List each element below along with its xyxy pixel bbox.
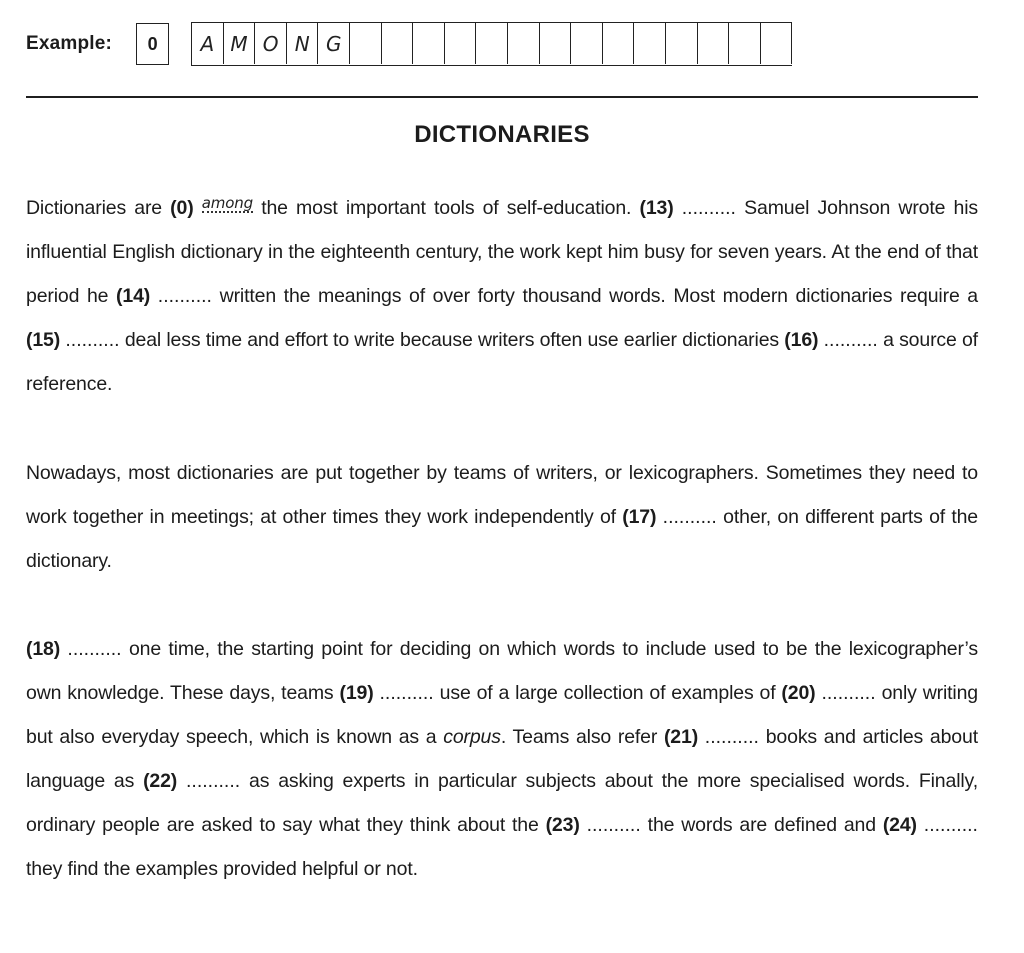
example-row xyxy=(26,22,792,66)
gap-number-13: (13) xyxy=(639,197,674,219)
gap-blank-15[interactable]: .......... xyxy=(65,329,120,351)
text: use of a large collection of examples of xyxy=(439,682,776,704)
text: books and articles about language as xyxy=(26,726,978,792)
gap-number-15: (15) xyxy=(26,329,61,351)
answer-letter-box: M xyxy=(224,23,256,64)
text: Dictionaries are xyxy=(26,197,162,219)
text: Samuel Johnson wrote his influential English dictionary in the eighteenth century, the work kept him busy for seven years. At the end of that period he xyxy=(26,197,978,307)
corpus-term: corpus xyxy=(443,726,501,748)
answer-letter-box xyxy=(445,23,477,64)
gap-blank-18[interactable]: .......... xyxy=(67,638,122,660)
paragraph-2 xyxy=(26,451,978,583)
gap-blank-16[interactable]: .......... xyxy=(823,329,878,351)
answer-letter-box xyxy=(666,23,698,64)
text: they find the examples provided helpful or not. xyxy=(26,858,418,880)
answer-letter-box xyxy=(413,23,445,64)
example-label: Example: xyxy=(26,33,113,54)
answer-letter-box xyxy=(350,23,382,64)
gap-blank-24[interactable]: .......... xyxy=(923,814,978,836)
text: a source of reference. xyxy=(26,329,978,395)
answer-letter-box xyxy=(634,23,666,64)
gap-number-22: (22) xyxy=(143,770,178,792)
gap-blank-19[interactable]: .......... xyxy=(379,682,434,704)
gap-number-0: (0) xyxy=(170,197,194,219)
paragraph-3 xyxy=(26,627,978,891)
divider-rule xyxy=(26,96,978,98)
text: Nowadays, most dictionaries are put together by teams of writers, or lexicographers. Sometimes they need to work together in meetings; at other times they work independently of xyxy=(26,462,978,528)
answer-letter-box: G xyxy=(318,23,350,64)
gap-number-14: (14) xyxy=(116,285,151,307)
gap-blank-14[interactable]: .......... xyxy=(157,285,212,307)
gap-blank-13[interactable]: .......... xyxy=(681,197,736,219)
gap-number-18: (18) xyxy=(26,638,61,660)
answer-letter-box: O xyxy=(255,23,287,64)
text: the words are defined and xyxy=(647,814,876,836)
text: deal less time and effort to write because writers often use earlier dictionaries xyxy=(124,329,779,351)
answer-letter-box xyxy=(729,23,761,64)
gap-number-19: (19) xyxy=(339,682,374,704)
gap-blank-17[interactable]: .......... xyxy=(662,506,717,528)
answer-letter-box xyxy=(698,23,730,64)
answer-letter-box: A xyxy=(192,23,224,64)
text: other, on different parts of the dictionary. xyxy=(26,506,978,572)
gap-blank-23[interactable]: .......... xyxy=(586,814,641,836)
text: one time, the starting point for deciding on which words to include used to be the lexicographer’s own knowledge. These days, teams xyxy=(26,638,978,704)
gap-number-23: (23) xyxy=(545,814,580,836)
example-number: 0 xyxy=(147,33,158,54)
example-handwritten-answer: among xyxy=(201,194,254,212)
answer-letter-box xyxy=(603,23,635,64)
text: . Teams also refer xyxy=(500,726,658,748)
answer-letter-box: N xyxy=(287,23,319,64)
text: written the meanings of over forty thousand words. Most modern dictionaries require a xyxy=(219,285,979,307)
text: as asking experts in particular subjects about the more specialised words. Finally, ordinary people are asked to say what they think about the xyxy=(26,770,978,836)
answer-letter-box xyxy=(571,23,603,64)
gap-blank-20[interactable]: .......... xyxy=(821,682,876,704)
gap-number-16: (16) xyxy=(784,329,819,351)
gap-number-17: (17) xyxy=(622,506,657,528)
answer-letter-box xyxy=(476,23,508,64)
answer-letter-boxes xyxy=(191,22,792,66)
gap-blank-22[interactable]: .......... xyxy=(186,770,241,792)
example-number-box xyxy=(136,23,169,65)
gap-number-20: (20) xyxy=(781,682,816,704)
gap-number-21: (21) xyxy=(663,726,699,748)
paragraph-1 xyxy=(26,186,978,406)
answer-letter-box xyxy=(382,23,414,64)
gap-number-24: (24) xyxy=(882,814,917,836)
gap-blank-21[interactable]: .......... xyxy=(704,726,759,748)
text: the most important tools of self-education. xyxy=(261,197,632,219)
answer-letter-box xyxy=(540,23,572,64)
page-title: DICTIONARIES xyxy=(414,121,590,148)
answer-letter-box xyxy=(508,23,540,64)
answer-letter-box xyxy=(761,23,793,64)
text: only writing but also everyday speech, which is known as a xyxy=(26,682,979,748)
